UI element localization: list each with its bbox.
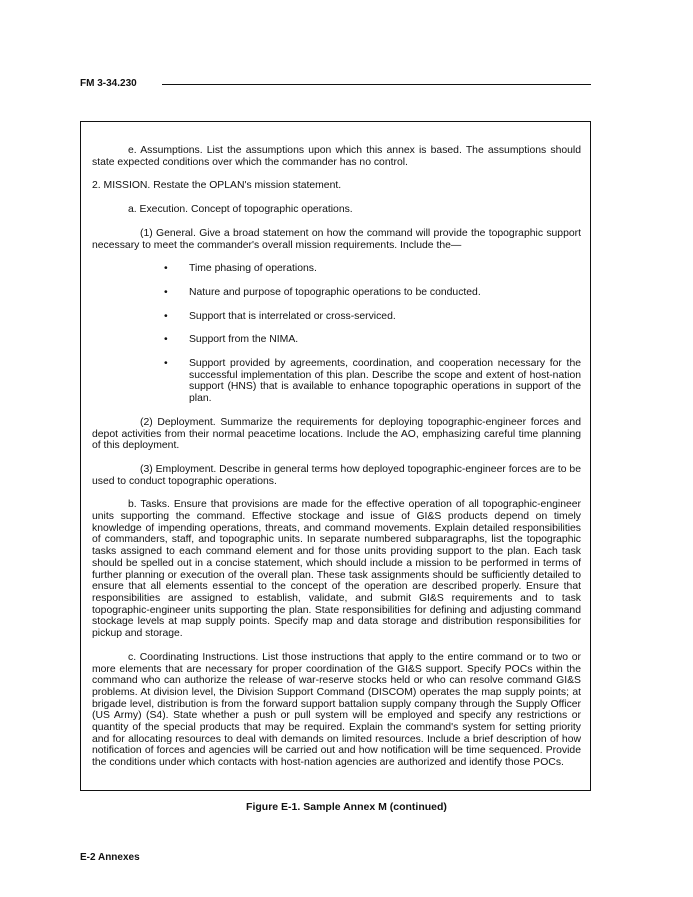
page-footer: E-2 Annexes — [80, 852, 140, 863]
bullet-text: Time phasing of operations. — [189, 263, 317, 275]
bullet-icon: • — [164, 334, 168, 346]
figure-caption: Figure E-1. Sample Annex M (continued) — [246, 801, 447, 813]
tasks-paragraph: b. Tasks. Ensure that provisions are made for the effective operation of all topographic-engineer units supporting the command. Effective stockage and issue of GI&S products depend on timely knowledge of impending operations, threats, and command movements. Explain detailed responsibilities of commanders, staff, and topographic units. In separate numbered subparagraphs, list the topographic tasks assigned to each command element and for those units providing support to the plan. Each task should be spelled out in a concise statement, which should include a mission to be performed in terms of further planning or execution of the overall plan. These task assignments should be sufficiently detailed to ensure that all elements essential to the concept of the operation are described properly. Ensure that responsibilities are assigned to establish, validate, and submit GI&S requirements and to task topographic-engineer units supporting the plan. State responsibilities for defining and adjusting command stockage levels at map supply points. Specify map and data storage and distribution responsibilities for pickup and storage. — [92, 499, 581, 640]
annex-content — [92, 145, 581, 769]
header-rule — [162, 84, 591, 85]
list-item — [164, 334, 581, 346]
bullet-text: Nature and purpose of topographic operations to be conducted. — [189, 286, 481, 298]
general-paragraph: (1) General. Give a broad statement on how the command will provide the topographic support necessary to meet the commander's overall mission requirements. Include the— — [92, 227, 581, 251]
bullet-text: Support that is interrelated or cross-serviced. — [189, 310, 396, 322]
list-item — [164, 358, 581, 405]
mission-paragraph: 2. MISSION. Restate the OPLAN's mission statement. — [92, 180, 342, 192]
coordinating-instructions-paragraph: c. Coordinating Instructions. List those instructions that apply to the entire command or to two or more elements that are necessary for proper coordination of the GI&S support. Specify POCs within the command who can authorize the release of war-reserve stocks held or who can resolve command GI&S problems. At division level, the Division Support Command (DISCOM) operates the map supply points; at brigade level, distribution is from the forward support battalion supply company through the Supply Officer (US Army) (S4). State whether a push or pull system will be employed and specify any restrictions or quantity of the special products that may be required. Explain the command's system for setting priority and for allocating resources to deal with demands on limited resources. Include a brief description of how notification of forces and agencies will be carried out and how notification will be time sequenced. Provide the conditions under which contacts with host-nation agencies are authorized and identify those POCs. — [92, 651, 581, 769]
bullet-list — [92, 263, 581, 405]
bullet-icon: • — [164, 358, 168, 370]
bullet-icon: • — [164, 286, 168, 298]
execution-paragraph: a. Execution. Concept of topographic operations. — [128, 204, 353, 216]
assumptions-paragraph: e. Assumptions. List the assumptions upon which this annex is based. The assumptions should state expected conditions over which the commander has no control. — [92, 145, 581, 168]
deployment-paragraph: (2) Deployment. Summarize the requirements for deploying topographic-engineer forces and depot activities from their normal peacetime locations. Include the AO, emphasizing careful time planning of this deployment. — [92, 416, 581, 452]
bullet-text: Support provided by agreements, coordination, and cooperation necessary for the successful implementation of this plan. Describe the scope and extent of host-nation support (HNS) that is available to enhance topographic operations in support of the plan. — [189, 358, 581, 405]
employment-paragraph: (3) Employment. Describe in general terms how deployed topographic-engineer forces are to be used to conduct topographic operations. — [92, 463, 581, 487]
list-item — [164, 287, 581, 299]
document-id: FM 3-34.230 — [80, 78, 137, 89]
list-item — [164, 311, 581, 323]
bullet-text: Support from the NIMA. — [189, 334, 299, 346]
list-item — [164, 263, 581, 275]
bullet-icon: • — [164, 310, 168, 322]
bullet-icon: • — [164, 263, 168, 275]
